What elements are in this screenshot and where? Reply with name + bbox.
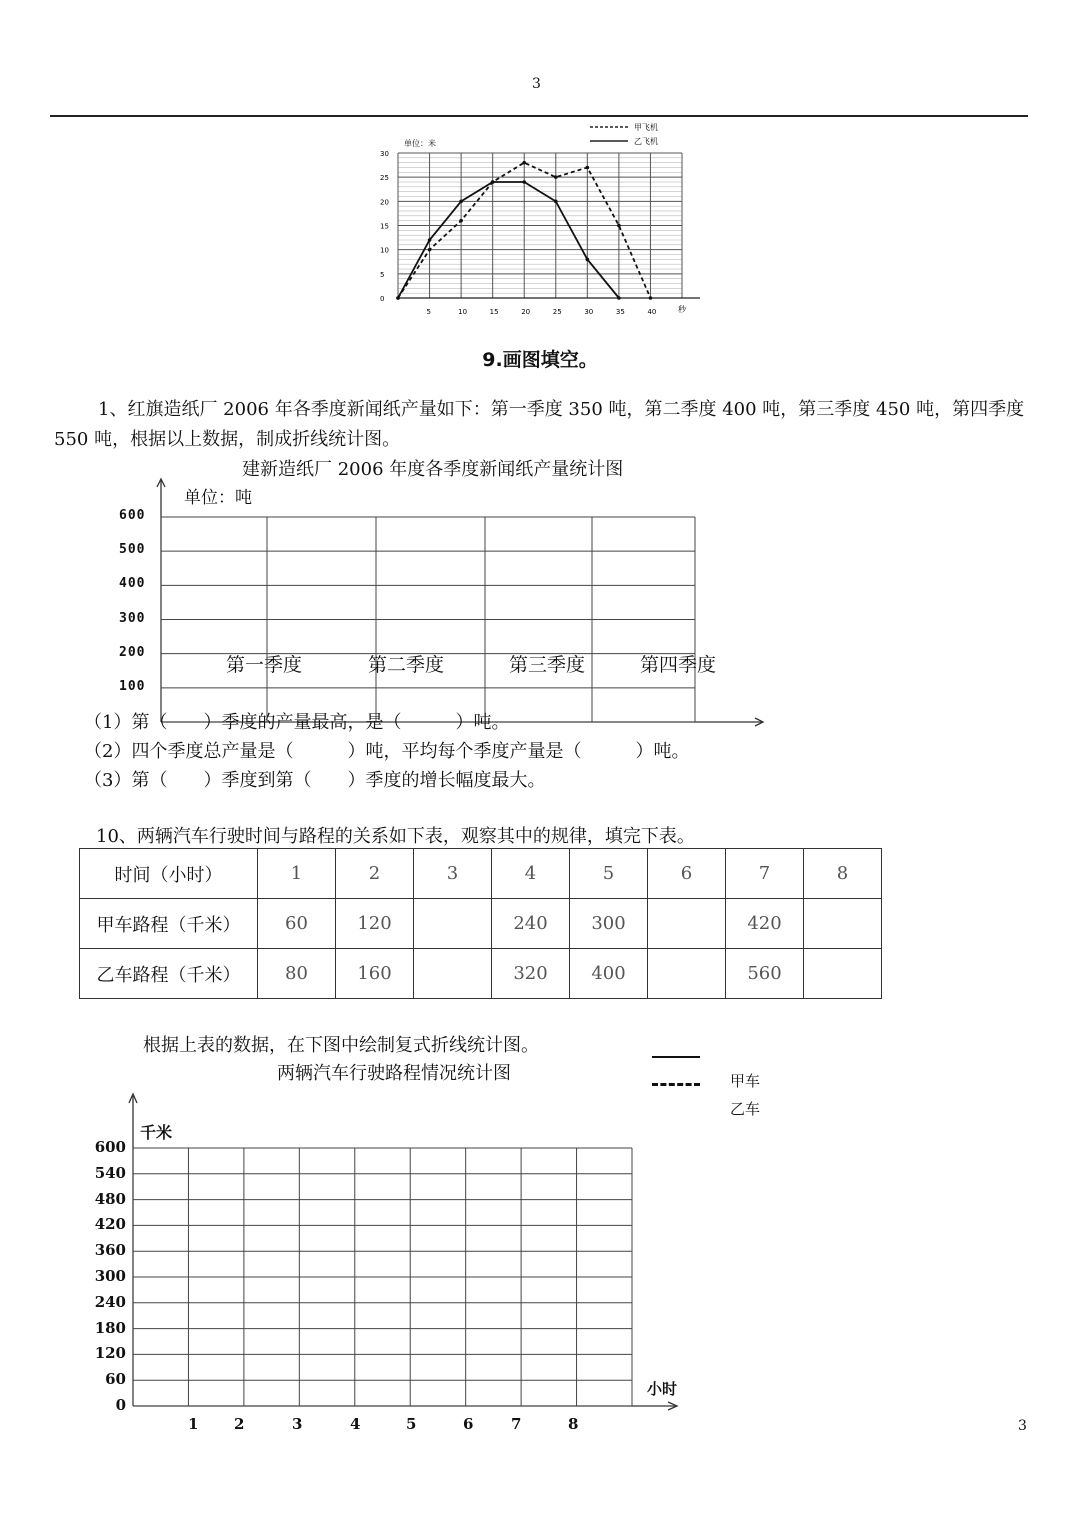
y-tick-label: 400 xyxy=(119,576,146,592)
data-point xyxy=(649,296,653,300)
table-cell: 6 xyxy=(648,849,726,899)
y-tick-label: 600 xyxy=(94,1138,126,1156)
data-point xyxy=(586,258,590,262)
table-row xyxy=(80,849,882,899)
y-tick-label: 5 xyxy=(380,270,385,279)
airplane-chart-x-unit: 秒 xyxy=(678,305,686,314)
y-tick-label: 25 xyxy=(380,174,389,183)
y-tick-label: 180 xyxy=(94,1318,126,1337)
y-tick-label: 360 xyxy=(94,1241,126,1260)
row-header: 乙车路程（千米） xyxy=(80,949,258,999)
x-tick-label: 25 xyxy=(552,308,562,316)
data-point xyxy=(554,200,558,204)
car-mileage-chart-grid xyxy=(120,1090,690,1420)
blank-answer-cell[interactable] xyxy=(804,899,882,949)
table-row xyxy=(80,949,882,999)
x-tick-label: 1 xyxy=(188,1415,199,1433)
y-tick-label: 300 xyxy=(119,610,146,626)
y-tick-label: 420 xyxy=(94,1215,126,1234)
data-point xyxy=(396,296,400,300)
page-number-top: 3 xyxy=(532,76,541,92)
table-cell: 240 xyxy=(492,899,570,949)
row-header: 甲车路程（千米） xyxy=(80,899,258,949)
x-tick-label: 20 xyxy=(521,308,531,316)
y-tick-label: 0 xyxy=(380,295,385,303)
y-tick-label: 60 xyxy=(105,1370,126,1389)
blank-answer-cell[interactable] xyxy=(414,899,492,949)
data-point xyxy=(428,238,432,242)
row-header: 时间（小时） xyxy=(80,849,258,899)
airplane-line-chart xyxy=(370,118,710,323)
table-cell: 420 xyxy=(726,899,804,949)
table-cell: 120 xyxy=(336,899,414,949)
problem-1-text: 1、红旗造纸厂 2006 年各季度新闻纸产量如下：第一季度 350 吨，第二季度 400 吨，第三季度 450 吨，第四季度 550 吨，根据以上数据，制成折线统计图。 xyxy=(54,399,1025,450)
y-tick-label: 10 xyxy=(380,246,389,255)
y-tick-label: 0 xyxy=(115,1396,126,1414)
airplane-chart-unit-label: 单位：米 xyxy=(404,139,436,148)
mileage-table xyxy=(79,848,882,999)
y-tick-label: 300 xyxy=(94,1267,126,1285)
y-tick-label: 20 xyxy=(380,198,389,207)
legend-solid-line xyxy=(652,1056,700,1058)
table-cell: 60 xyxy=(258,899,336,949)
blank-answer-cell[interactable] xyxy=(414,949,492,999)
y-tick-label: 500 xyxy=(119,542,146,558)
x-tick-label: 30 xyxy=(584,308,594,316)
y-tick-label: 15 xyxy=(380,222,389,231)
car-chart-y-unit: 千米 xyxy=(140,1123,173,1142)
x-tick-label: 5 xyxy=(426,308,432,316)
x-tick-label: 3 xyxy=(292,1415,303,1433)
quarter-label: 第三季度 xyxy=(509,654,586,676)
x-tick-label: 5 xyxy=(406,1415,417,1433)
problem-10-text: 10、两辆汽车行驶时间与路程的关系如下表，观察其中的规律，填完下表。 xyxy=(96,826,695,847)
table-cell: 3 xyxy=(414,849,492,899)
x-tick-label: 35 xyxy=(615,308,625,316)
y-tick-label: 200 xyxy=(119,644,146,660)
x-tick-label: 7 xyxy=(511,1415,522,1433)
paper-chart-unit: 单位：吨 xyxy=(184,488,252,508)
table-cell: 4 xyxy=(492,849,570,899)
table-cell: 80 xyxy=(258,949,336,999)
y-tick-label: 480 xyxy=(94,1189,126,1208)
question-1: （1）第（ ）季度的产量最高，是（ ）吨。 xyxy=(84,712,510,733)
y-tick-label: 120 xyxy=(94,1344,126,1363)
x-tick-label: 15 xyxy=(489,308,499,316)
header-rule xyxy=(50,115,1028,117)
chart-instruction: 根据上表的数据，在下图中绘制复式折线统计图。 xyxy=(143,1035,539,1056)
question-2: （2）四个季度总产量是（ ）吨，平均每个季度产量是（ ）吨。 xyxy=(84,741,690,762)
blank-answer-cell[interactable] xyxy=(648,949,726,999)
car-chart-title: 两辆汽车行驶路程情况统计图 xyxy=(277,1063,511,1084)
quarter-label: 第一季度 xyxy=(226,654,303,676)
data-point xyxy=(554,175,558,179)
quarter-label: 第二季度 xyxy=(368,654,445,676)
table-cell: 400 xyxy=(570,949,648,999)
table-cell: 2 xyxy=(336,849,414,899)
data-point xyxy=(522,180,526,184)
x-tick-label: 40 xyxy=(647,308,657,316)
table-cell: 5 xyxy=(570,849,648,899)
y-tick-label: 600 xyxy=(119,508,146,523)
table-cell: 560 xyxy=(726,949,804,999)
section-heading: 9.画图填空。 xyxy=(482,349,598,371)
table-cell: 8 xyxy=(804,849,882,899)
paper-production-chart-grid xyxy=(100,470,780,730)
data-point xyxy=(522,161,526,165)
data-point xyxy=(617,296,621,300)
legend-label-jia-car: 甲车 xyxy=(730,1072,761,1090)
table-row xyxy=(80,899,882,949)
x-tick-label: 6 xyxy=(463,1415,474,1433)
y-tick-label: 30 xyxy=(380,150,389,158)
page-number-bottom: 3 xyxy=(1018,1418,1027,1434)
legend-label-yi-car: 乙车 xyxy=(730,1100,761,1118)
blank-answer-cell[interactable] xyxy=(648,899,726,949)
legend-dashed-line xyxy=(652,1083,700,1086)
table-cell: 320 xyxy=(492,949,570,999)
paper-chart-title: 建新造纸厂 2006 年度各季度新闻纸产量统计图 xyxy=(242,459,624,480)
data-point xyxy=(459,200,463,204)
x-tick-label: 8 xyxy=(568,1415,579,1433)
x-tick-label: 2 xyxy=(234,1415,245,1433)
legend-label-jia: 甲飞机 xyxy=(634,123,658,132)
blank-answer-cell[interactable] xyxy=(804,949,882,999)
table-cell: 300 xyxy=(570,899,648,949)
data-point xyxy=(586,166,590,170)
table-cell: 7 xyxy=(726,849,804,899)
data-point xyxy=(459,219,463,223)
data-point xyxy=(617,224,621,228)
y-tick-label: 540 xyxy=(94,1163,126,1182)
y-tick-label: 240 xyxy=(94,1292,126,1311)
x-tick-label: 10 xyxy=(458,308,468,316)
table-cell: 1 xyxy=(258,849,336,899)
x-tick-label: 4 xyxy=(350,1415,361,1433)
table-cell: 160 xyxy=(336,949,414,999)
car-chart-x-unit: 小时 xyxy=(647,1380,678,1398)
question-3: （3）第（ ）季度到第（ ）季度的增长幅度最大。 xyxy=(84,770,546,791)
quarter-label: 第四季度 xyxy=(640,654,717,676)
y-tick-label: 100 xyxy=(119,678,146,694)
legend-label-yi: 乙飞机 xyxy=(634,137,658,146)
data-point xyxy=(491,180,495,184)
data-point xyxy=(428,248,432,252)
